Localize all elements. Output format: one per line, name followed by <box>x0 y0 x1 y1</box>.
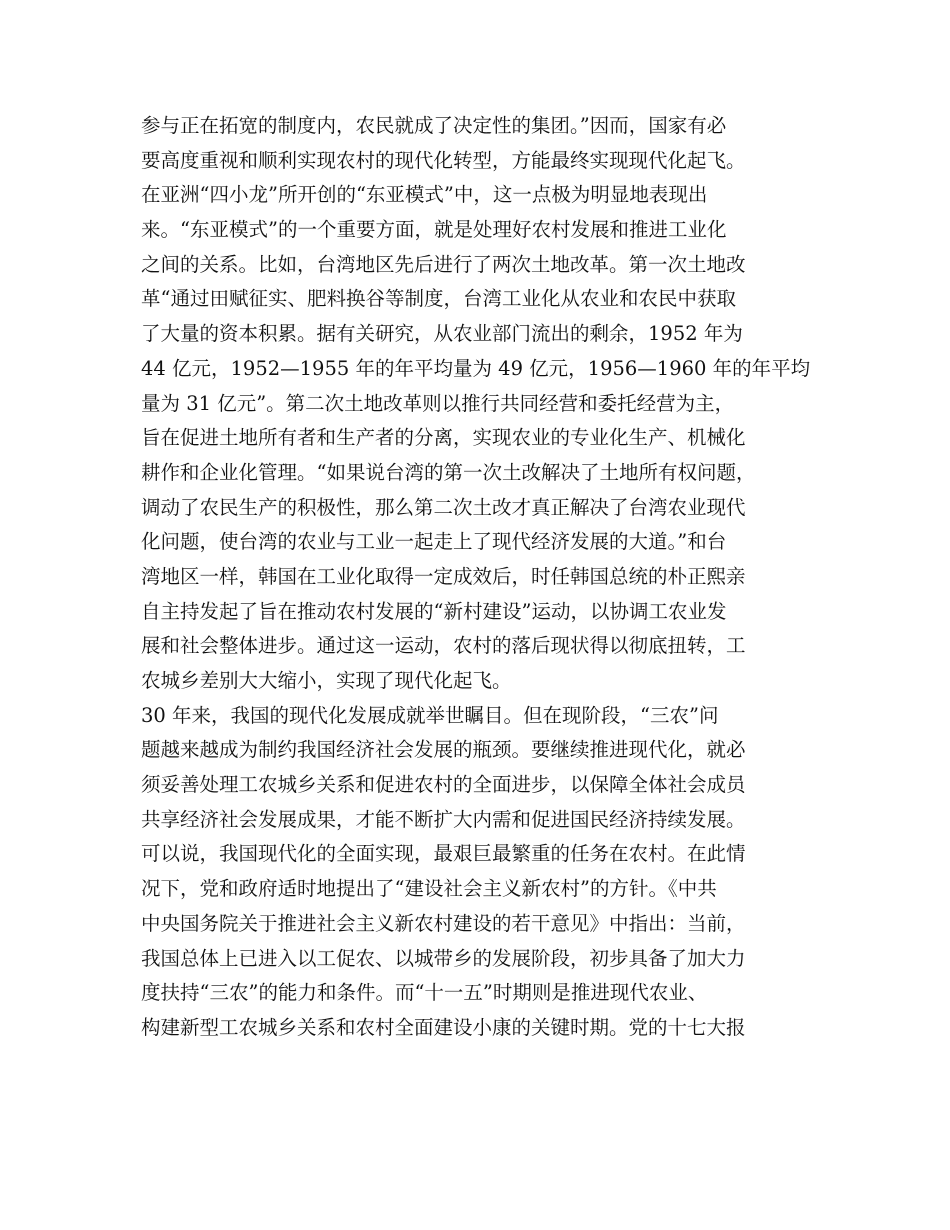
text-line: 44 亿元，1952—1955 年的年平均量为 49 亿元，1956—1960 年的年平均 <box>141 356 811 380</box>
text-line: 之间的关系。比如，台湾地区先后进行了两次土地改革。第一次土地改 <box>141 252 746 276</box>
text-line: 自主持发起了旨在推动农村发展的“新村建设”运动，以协调工农业发 <box>141 599 727 623</box>
text-line: 度扶持“三农”的能力和条件。而“十一五”时期则是推进现代农业、 <box>141 981 708 1005</box>
text-line: 可以说，我国现代化的全面实现，最艰巨最繁重的任务在农村。在此情 <box>141 842 746 866</box>
text-line: 共享经济社会发展成果，才能不断扩大内需和促进国民经济持续发展。 <box>141 807 746 831</box>
text-line: 来。“东亚模式”的一个重要方面，就是处理好农村发展和推进工业化 <box>141 218 727 242</box>
text-line: 30 年来，我国的现代化发展成就举世瞩目。但在现阶段，“三农”问 <box>141 703 719 727</box>
text-line: 构建新型工农城乡关系和农村全面建设小康的关键时期。党的十七大报 <box>141 1015 746 1039</box>
body-text <box>141 109 831 1046</box>
text-line: 我国总体上已进入以工促农、以城带乡的发展阶段，初步具备了加大力 <box>141 946 746 970</box>
text-line: 革“通过田赋征实、肥料换谷等制度，台湾工业化从农业和农民中获取 <box>141 287 736 311</box>
text-line: 题越来越成为制约我国经济社会发展的瓶颈。要继续推进现代化，就必 <box>141 738 746 762</box>
text-line: 要高度重视和顺利实现农村的现代化转型，方能最终实现现代化起飞。 <box>141 148 746 172</box>
text-line: 展和社会整体进步。通过这一运动，农村的落后现状得以彻底扭转，工 <box>141 634 746 658</box>
text-line: 须妥善处理工农城乡关系和促进农村的全面进步，以保障全体社会成员 <box>141 773 746 797</box>
text-line: 在亚洲“四小龙”所开创的“东亚模式”中，这一点极为明显地表现出 <box>141 183 708 207</box>
text-line: 耕作和企业化管理。“如果说台湾的第一次土改解决了土地所有权问题， <box>141 460 756 484</box>
text-line: 农城乡差别大大缩小，实现了现代化起飞。 <box>141 669 512 692</box>
text-line: 量为 31 亿元”。第二次土地改革则以推行共同经营和委托经营为主， <box>141 391 735 415</box>
text-line: 调动了农民生产的积极性，那么第二次土改才真正解决了台湾农业现代 <box>141 495 746 519</box>
text-line: 中央国务院关于推进社会主义新农村建设的若干意见》中指出：当前， <box>141 911 746 935</box>
text-line: 了大量的资本积累。据有关研究，从农业部门流出的剩余，1952 年为 <box>141 322 743 346</box>
text-line: 旨在促进土地所有者和生产者的分离，实现农业的专业化生产、机械化 <box>141 426 746 450</box>
text-line: 湾地区一样，韩国在工业化取得一定成效后，时任韩国总统的朴正熙亲 <box>141 564 746 588</box>
text-line: 况下，党和政府适时地提出了“建设社会主义新农村”的方针。《中共 <box>141 877 717 901</box>
text-line: 化问题，使台湾的农业与工业一起走上了现代经济发展的大道。”和台 <box>141 530 727 554</box>
text-line: 参与正在拓宽的制度内，农民就成了决定性的集团。”因而，国家有必 <box>141 114 727 137</box>
